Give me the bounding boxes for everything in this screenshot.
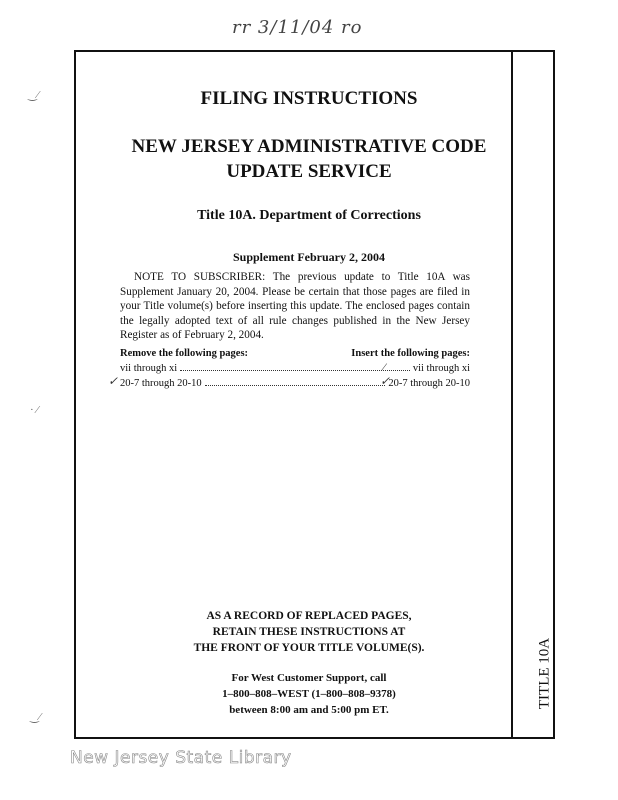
record-line-2: RETAIN THESE INSTRUCTIONS AT xyxy=(212,626,406,638)
page-title: FILING INSTRUCTIONS xyxy=(200,88,418,109)
remove-header: Remove the following pages: xyxy=(120,348,249,359)
margin-mark: ‿⁄ xyxy=(30,711,41,723)
dot-leader xyxy=(205,377,386,386)
customer-support xyxy=(0,670,618,718)
record-notice xyxy=(0,608,618,656)
check-mark-icon: ✓ xyxy=(380,374,391,388)
subtitle-line-1: NEW JERSEY ADMINISTRATIVE CODE xyxy=(131,136,487,157)
insert-pages: vii through xi xyxy=(412,363,470,374)
remove-pages: 20-7 through 20-10 xyxy=(120,378,202,389)
page-row xyxy=(120,362,470,374)
support-line-2: 1–800–808–WEST (1–800–808–9378) xyxy=(222,688,396,700)
title-tab-label: TITLE 10A xyxy=(536,637,553,710)
insert-pages: 20-7 through 20-10 xyxy=(388,378,470,389)
title-code: Title 10A. Department of Corrections xyxy=(197,208,421,223)
subtitle-line-2: UPDATE SERVICE xyxy=(226,161,392,182)
margin-mark: ‿⁄ xyxy=(28,89,39,101)
supplement-date: Supplement February 2, 2004 xyxy=(232,250,385,264)
subscriber-note xyxy=(120,270,470,343)
support-line-3: between 8:00 am and 5:00 pm ET. xyxy=(229,704,389,716)
subscriber-note-text: NOTE TO SUBSCRIBER: The previous update to Title 10A was Supplement January 20, 2004. Please be certain that those pages are filed in your Title volume(s) before inserting this update. The enclosed pages contain the legally adopted text of all rule changes published in the New Jersey Register as of February 2, 2004. xyxy=(120,271,470,341)
insert-header: Insert the following pages: xyxy=(351,348,470,359)
margin-mark: · ⁄ xyxy=(30,404,39,416)
page-row xyxy=(120,377,470,389)
check-mark-icon: ✓ xyxy=(108,374,119,388)
dot-leader xyxy=(180,362,410,371)
check-mark-icon: ⁄ xyxy=(383,360,386,374)
page-subtitle xyxy=(0,134,618,184)
record-line-1: AS A RECORD OF REPLACED PAGES, xyxy=(206,610,412,622)
library-stamp: New Jersey State Library xyxy=(70,748,292,768)
remove-pages: vii through xi xyxy=(120,363,178,374)
handwritten-note: rr 3/11/04 ro xyxy=(232,17,363,38)
record-line-3: THE FRONT OF YOUR TITLE VOLUME(S). xyxy=(193,642,425,654)
support-line-1: For West Customer Support, call xyxy=(231,672,387,684)
